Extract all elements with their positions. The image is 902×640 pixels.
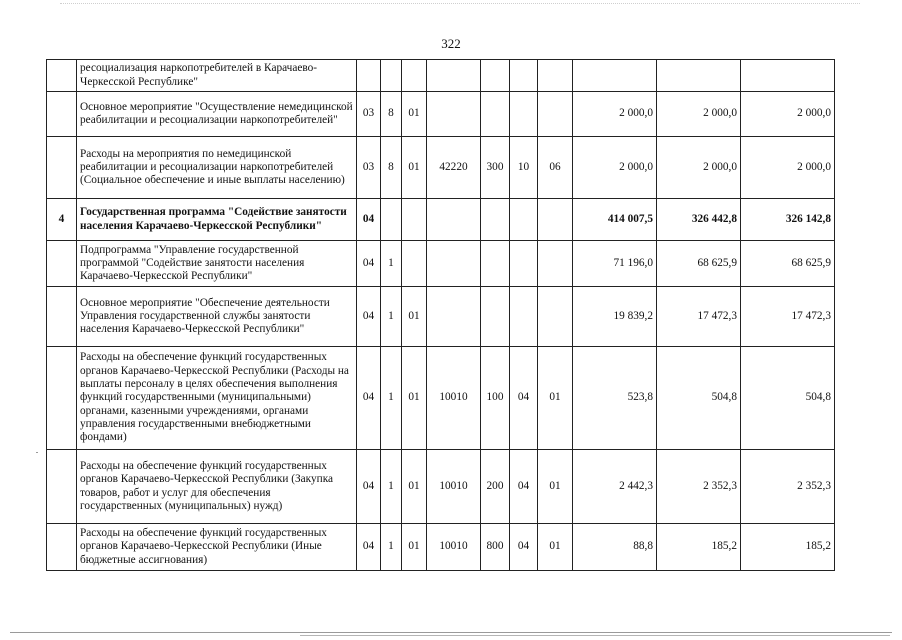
code-expense-type: 800 [481,524,510,571]
code-program: 04 [357,287,381,347]
amount-year-1: 2 000,0 [573,137,657,199]
code-section: 04 [510,450,538,524]
table-row [47,347,835,450]
code-subsection: 01 [538,524,573,571]
row-number [47,450,77,524]
scan-top-edge [60,3,860,4]
row-name: Основное мероприятие "Обеспечение деятельности Управления государственной службы занятости населения Карачаево-Черкесской Республики" [77,287,357,347]
row-name: ресоциализация наркопотребителей в Карачаево-Черкесской Республике" [77,60,357,92]
table-row [47,450,835,524]
code-subprogram [381,60,402,92]
code-subprogram: 8 [381,92,402,137]
code-subprogram: 1 [381,347,402,450]
code-program: 04 [357,524,381,571]
code-expense-type [481,241,510,287]
amount-year-3: 185,2 [741,524,835,571]
code-program: 04 [357,241,381,287]
code-direction: 10010 [427,450,481,524]
code-subsection: 01 [538,347,573,450]
row-name: Государственная программа "Содействие занятости населения Карачаево-Черкесской Республики" [77,199,357,241]
table-row [47,60,835,92]
amount-year-3 [741,60,835,92]
table-row [47,92,835,137]
code-direction [427,241,481,287]
code-subsection [538,92,573,137]
row-number [47,92,77,137]
amount-year-2: 2 352,3 [657,450,741,524]
amount-year-2: 326 442,8 [657,199,741,241]
amount-year-2 [657,60,741,92]
code-section: 04 [510,524,538,571]
code-subsection: 06 [538,137,573,199]
row-number [47,241,77,287]
code-expense-type [481,92,510,137]
row-name: Расходы на обеспечение функций государственных органов Карачаево-Черкесской Республики (Иные бюджетные ассигнования) [77,524,357,571]
table-row [47,287,835,347]
code-event [402,241,427,287]
table-row [47,241,835,287]
code-subsection [538,241,573,287]
amount-year-1: 2 000,0 [573,92,657,137]
amount-year-1: 88,8 [573,524,657,571]
code-direction [427,60,481,92]
code-program: 04 [357,450,381,524]
code-subprogram: 1 [381,241,402,287]
code-program: 03 [357,137,381,199]
scan-bottom-edge-2 [300,635,890,636]
amount-year-1 [573,60,657,92]
amount-year-1: 71 196,0 [573,241,657,287]
code-event [402,60,427,92]
amount-year-1: 414 007,5 [573,199,657,241]
amount-year-2: 68 625,9 [657,241,741,287]
code-expense-type: 300 [481,137,510,199]
code-event: 01 [402,92,427,137]
code-event [402,199,427,241]
code-subprogram [381,199,402,241]
amount-year-2: 2 000,0 [657,92,741,137]
code-expense-type [481,287,510,347]
code-direction [427,199,481,241]
scan-speck [36,452,38,453]
code-subsection [538,60,573,92]
code-section [510,241,538,287]
code-event: 01 [402,347,427,450]
code-expense-type [481,199,510,241]
code-program: 03 [357,92,381,137]
scan-bottom-edge [10,632,892,633]
row-name: Расходы на мероприятия по немедицинской реабилитации и ресоциализации наркопотребителей (Социальное обеспечение и иные выплаты населению) [77,137,357,199]
row-number: 4 [47,199,77,241]
row-number [47,524,77,571]
amount-year-3: 68 625,9 [741,241,835,287]
amount-year-3: 2 352,3 [741,450,835,524]
amount-year-2: 17 472,3 [657,287,741,347]
row-name: Подпрограмма "Управление государственной программой "Содействие занятости населения Карачаево-Черкесской Республики" [77,241,357,287]
row-number [47,137,77,199]
code-direction: 10010 [427,347,481,450]
amount-year-1: 523,8 [573,347,657,450]
code-subprogram: 1 [381,287,402,347]
amount-year-3: 504,8 [741,347,835,450]
code-subsection [538,199,573,241]
row-name: Основное мероприятие "Осуществление немедицинской реабилитации и ресоциализации наркопотребителей" [77,92,357,137]
amount-year-3: 2 000,0 [741,92,835,137]
row-name: Расходы на обеспечение функций государственных органов Карачаево-Черкесской Республики (Закупка товаров, работ и услуг для обеспечения государственных (муниципальных) нужд) [77,450,357,524]
code-event: 01 [402,137,427,199]
code-program: 04 [357,199,381,241]
budget-table [46,59,835,571]
code-subsection [538,287,573,347]
code-section [510,287,538,347]
row-number [47,287,77,347]
code-event: 01 [402,287,427,347]
row-name: Расходы на обеспечение функций государственных органов Карачаево-Черкесской Республики (Расходы на выплаты персоналу в целях обеспечения выполнения функций государственными (муниципальными) органами, казенными учреждениями, органами управления государственными внебюджетными фондами) [77,347,357,450]
amount-year-2: 185,2 [657,524,741,571]
page-number: 322 [441,36,461,51]
amount-year-2: 2 000,0 [657,137,741,199]
code-subprogram: 8 [381,137,402,199]
amount-year-1: 19 839,2 [573,287,657,347]
code-expense-type: 100 [481,347,510,450]
code-expense-type: 200 [481,450,510,524]
code-section [510,60,538,92]
table-row [47,524,835,571]
code-section: 04 [510,347,538,450]
amount-year-2: 504,8 [657,347,741,450]
amount-year-1: 2 442,3 [573,450,657,524]
code-event: 01 [402,524,427,571]
code-direction: 42220 [427,137,481,199]
code-direction: 10010 [427,524,481,571]
code-section: 10 [510,137,538,199]
code-program: 04 [357,347,381,450]
amount-year-3: 326 142,8 [741,199,835,241]
table-row [47,137,835,199]
code-program [357,60,381,92]
code-direction [427,92,481,137]
code-subsection: 01 [538,450,573,524]
code-expense-type [481,60,510,92]
table-body [47,60,835,571]
code-section [510,92,538,137]
amount-year-3: 17 472,3 [741,287,835,347]
code-subprogram: 1 [381,450,402,524]
code-event: 01 [402,450,427,524]
code-subprogram: 1 [381,524,402,571]
row-number [47,347,77,450]
row-number [47,60,77,92]
code-direction [427,287,481,347]
amount-year-3: 2 000,0 [741,137,835,199]
code-section [510,199,538,241]
table-row [47,199,835,241]
